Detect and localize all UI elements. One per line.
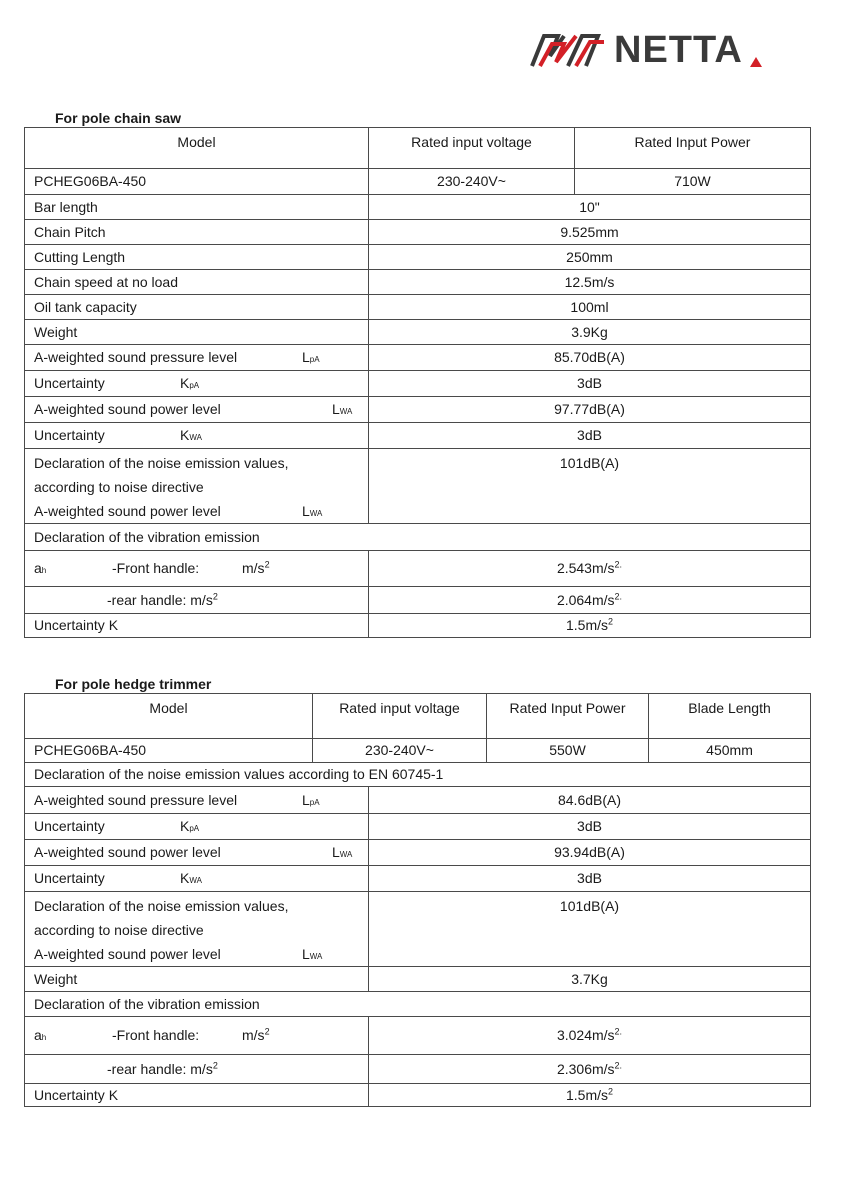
spl-label: A-weighted sound pressure level [34,349,238,365]
netta-logo-mark-icon [528,30,610,70]
header-blade: Blade Length [649,694,811,739]
table-row [25,587,811,614]
table-row [25,128,811,169]
table-row [25,295,811,320]
row-label: Chain speed at no load [25,270,369,295]
declared-line1: Declaration of the noise emission values, [34,898,289,914]
table-row [25,739,811,763]
uncertainty-k-label: Uncertainty K [25,614,369,638]
declared-line1: Declaration of the noise emission values, [34,455,289,471]
front-unit: $m/s^2$ [242,1026,270,1043]
swl-symbol: LWA [332,401,353,417]
table-row [25,892,811,967]
table-row [25,449,811,524]
swl-symbol: LWA [332,844,353,860]
rear-label: -rear handle: $m/s^2$ [107,590,218,608]
declared-line2: according to noise directive [34,922,204,938]
logo-wordmark: NETTA [614,29,743,71]
kpa-label-cell [25,371,369,397]
table-row [25,371,811,397]
kwa-label: Uncertainty [34,427,105,443]
kpa-symbol: KpA [180,375,200,391]
table-row [25,1017,811,1055]
vibration-heading: Declaration of the vibration emission [25,992,811,1017]
model-value: PCHEG06BA-450 [25,739,313,763]
chainsaw-spec-table [24,127,811,638]
ah-symbol: ah [34,560,47,576]
front-label-cell [25,1017,369,1055]
row-label: Chain Pitch [25,220,369,245]
table-row [25,763,811,787]
row-label: Oil tank capacity [25,295,369,320]
rear-label-cell [25,587,369,614]
table-row [25,551,811,587]
uncertainty-k-label: Uncertainty K [25,1084,369,1107]
declared-value: 101dB(A) [369,449,811,524]
declared-label-cell [25,449,369,524]
row-value: 3.9Kg [369,320,811,345]
header-power: Rated Input Power [575,128,811,169]
front-unit: $m/s^2$ [242,559,270,576]
hedge-spec-table [24,693,811,1107]
power-value: 550W [487,739,649,763]
weight-label: Weight [25,967,369,992]
swl-value: 97.77dB(A) [369,397,811,423]
spl-value: 85.70dB(A) [369,345,811,371]
table-row [25,345,811,371]
header-power: Rated Input Power [487,694,649,739]
kwa-label-cell [25,866,369,892]
voltage-value: 230-240V~ [369,169,575,195]
rear-label-cell [25,1055,369,1084]
noise-heading: Declaration of the noise emission values according to EN 60745-1 [25,763,811,787]
row-label: Cutting Length [25,245,369,270]
declared-line3: A-weighted sound power level LWA [34,942,359,966]
row-value: 10" [369,195,811,220]
table-row [25,1084,811,1107]
netta-logo [528,26,768,74]
declared-label-cell [25,892,369,967]
table-row [25,423,811,449]
kwa-label: Uncertainty [34,870,105,886]
swl-label: A-weighted sound power level [34,401,221,417]
front-label: -Front handle: [112,1027,200,1043]
row-label: Weight [25,320,369,345]
header-model: Model [25,128,369,169]
row-value: 12.5m/s [369,270,811,295]
spl-label-cell [25,345,369,371]
table-row [25,195,811,220]
spl-label: A-weighted sound pressure level [34,791,238,808]
table-row [25,840,811,866]
model-value: PCHEG06BA-450 [25,169,369,195]
table-row [25,320,811,345]
uncertainty-k-value: $1.5m/s^2$ [369,1084,811,1107]
kwa-value: 3dB [369,423,811,449]
kpa-value: 3dB [369,814,811,840]
declared-value: 101dB(A) [369,892,811,967]
vibration-heading: Declaration of the vibration emission [25,524,811,551]
spl-value: 84.6dB(A) [369,787,811,814]
front-label-cell [25,551,369,587]
hedge-section-title: For pole hedge trimmer [55,676,212,692]
ah-symbol: ah [34,1027,47,1043]
kpa-label: Uncertainty [34,375,105,391]
table-row [25,866,811,892]
uncertainty-k-value: $1.5m/s^2$ [369,614,811,638]
table-row [25,967,811,992]
table-row [25,614,811,638]
table-row [25,1055,811,1084]
declared-line2: according to noise directive [34,479,204,495]
kpa-symbol: KpA [180,818,200,834]
table-row [25,694,811,739]
table-row [25,814,811,840]
swl-label-cell [25,840,369,866]
kwa-label-cell [25,423,369,449]
swl-label: A-weighted sound power level [34,844,221,860]
spl-label-cell [25,787,369,814]
blade-value: 450mm [649,739,811,763]
table-row [25,220,811,245]
kwa-symbol: KWA [180,427,202,443]
voltage-value: 230-240V~ [313,739,487,763]
header-voltage: Rated input voltage [313,694,487,739]
front-label: -Front handle: [112,560,200,576]
declared-line3: A-weighted sound power level LWA [34,499,359,523]
rear-value: $2.064m/s^{2.}$ [369,587,811,614]
front-value: $3.024m/s^{2.}$ [369,1017,811,1055]
row-value: 250mm [369,245,811,270]
kwa-value: 3dB [369,866,811,892]
header-voltage: Rated input voltage [369,128,575,169]
row-value: 9.525mm [369,220,811,245]
swl-label-cell [25,397,369,423]
spl-symbol: LpA [302,791,320,808]
swl-value: 93.94dB(A) [369,840,811,866]
table-row [25,524,811,551]
table-row [25,397,811,423]
row-value: 100ml [369,295,811,320]
rear-label: -rear handle: $m/s^2$ [107,1059,218,1077]
chainsaw-section-title: For pole chain saw [55,110,182,126]
table-row [25,787,811,814]
weight-value: 3.7Kg [369,967,811,992]
spl-symbol: LpA [302,349,320,365]
table-row [25,169,811,195]
row-label: Bar length [25,195,369,220]
table-row [25,270,811,295]
kpa-value: 3dB [369,371,811,397]
kpa-label-cell [25,814,369,840]
declared-symbol: LWA [302,946,323,962]
rear-value: $2.306m/s^{2.}$ [369,1055,811,1084]
table-row [25,245,811,270]
header-model: Model [25,694,313,739]
kwa-symbol: KWA [180,870,202,886]
declared-symbol: LWA [302,503,323,519]
kpa-label: Uncertainty [34,818,105,834]
logo-accent-triangle [750,57,762,67]
front-value: $2.543m/s^{2.}$ [369,551,811,587]
table-row [25,992,811,1017]
power-value: 710W [575,169,811,195]
